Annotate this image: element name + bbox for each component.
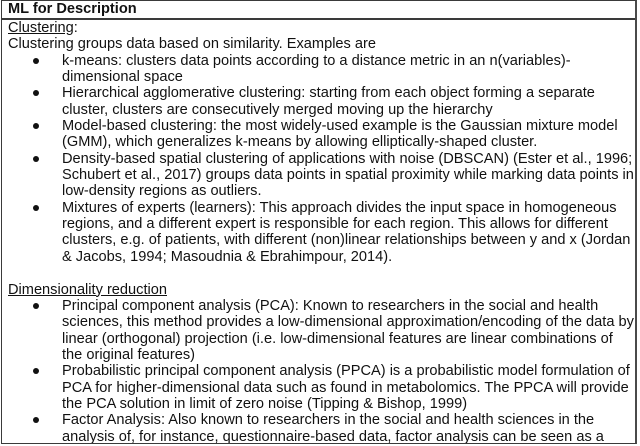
section-title: Dimensionality reduction xyxy=(8,281,167,298)
bullet-icon xyxy=(33,90,39,96)
bullet-icon xyxy=(33,205,39,211)
bullet-icon xyxy=(33,368,39,374)
list-item: Mixtures of experts (learners): This approach divides the input space in homogeneous regions, and a different expert is responsible for each region. This allows for different clusters, e.g. of patients, with different (non)linear relationships between y and x (Jordan & Jacobs, 1994; Masoudnia & Ebrahimpour, 2014). xyxy=(8,200,635,265)
list-item: Factor Analysis: Also known to researchers in the social and health sciences in the analysis of, for instance, questionnaire-based data, factor analysis can be seen as a xyxy=(8,412,635,444)
dimensionality-list xyxy=(8,298,635,444)
list-item: k-means: clusters data points according to a distance metric in an n(variables)-dimensional space xyxy=(8,53,635,86)
list-item: Model-based clustering: the most widely-used example is the Gaussian mixture model (GMM), which generalizes k-means by allowing elliptically-shaped cluster. xyxy=(8,118,635,151)
spacer xyxy=(8,265,635,281)
bullet-icon xyxy=(33,123,39,129)
clustering-list xyxy=(8,53,635,265)
list-item: Density-based spatial clustering of applications with noise (DBSCAN) (Ester et al., 1996; Schubert et al., 2017) groups data points in spatial proximity while marking data points in low-density regions as outliers. xyxy=(8,151,635,200)
section-dimensionality-heading xyxy=(8,282,635,298)
bullet-icon xyxy=(33,58,39,64)
section-title: Clustering xyxy=(8,20,74,36)
header-title: ML for Description xyxy=(8,1,137,17)
section-clustering-heading: Clustering: xyxy=(8,20,78,36)
ml-description-table xyxy=(1,0,637,444)
bullet-icon xyxy=(33,156,39,162)
table-header xyxy=(2,1,635,20)
bullet-icon xyxy=(33,303,39,309)
list-item: Probabilistic principal component analysis (PPCA) is a probabilistic model formulation of PCA for higher-dimensional data such as found in metabolomics. The PPCA will provide the PCA solution in limit of zero noise (Tipping & Bishop, 1999) xyxy=(8,363,635,412)
list-item: Hierarchical agglomerative clustering: starting from each object forming a separate cluster, clusters are consecutively merged moving up the hierarchy xyxy=(8,85,635,118)
bullet-icon xyxy=(33,417,39,423)
table-body xyxy=(2,20,635,444)
section-intro: Clustering groups data based on similarity. Examples are xyxy=(8,36,376,53)
list-item: Principal component analysis (PCA): Known to researchers in the social and health sciences, this method provides a low-dimensional approximation/encoding of the data by linear (orthogonal) projection (i.e. low-dimensional features are linear combinations of the original features) xyxy=(8,298,635,363)
